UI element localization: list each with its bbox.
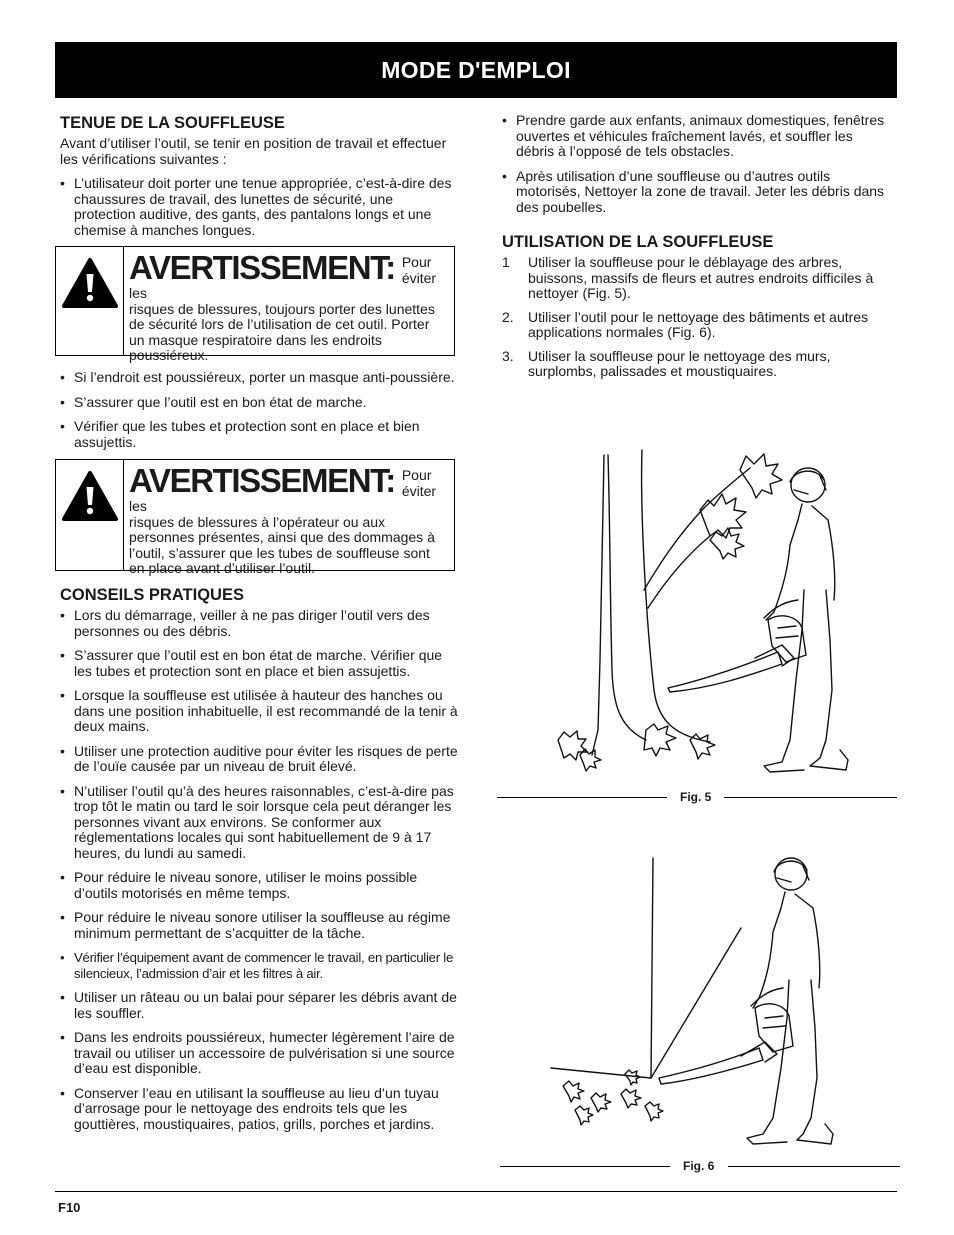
list-item: • Dans les endroits poussiéreux, humecter légèrement l’aire de travail ou utiliser un accessoire de pulvérisation si une source d’eau est disponible. (60, 1030, 458, 1077)
section-title-tenue: TENUE DE LA SOUFFLEUSE (60, 114, 285, 132)
list-item: • Utiliser un râteau ou un balai pour séparer les débris avant de les souffler. (60, 990, 458, 1021)
list-item: • Lorsque la souffleuse est utilisée à hauteur des hanches ou dans une position inhabituelle, il est recommandé de la tenir à deux mains. (60, 688, 458, 735)
list-item: • Utiliser une protection auditive pour éviter les risques de perte de l’ouïe causée par un niveau de bruit élevé. (60, 744, 458, 775)
bullet-list-precautions (502, 113, 894, 215)
warning-heading: AVERTISSEMENT: (129, 249, 395, 286)
warning-box-2 (55, 459, 455, 576)
warning-heading: AVERTISSEMENT: (129, 462, 395, 499)
left-column (60, 113, 458, 1132)
section-intro: Avant d’utiliser l’outil, se tenir en position de travail et effectuer les vérifications suivantes : (60, 135, 447, 167)
page-header (55, 42, 897, 98)
bullet-list-checks (60, 370, 458, 450)
section-title-utilisation: UTILISATION DE LA SOUFFLEUSE (502, 233, 774, 251)
list-item: • Vérifier que les tubes et protection sont en place et bien assujettis. (60, 419, 458, 450)
warning-icon-cell (56, 247, 124, 355)
list-item: 2. Utiliser l’outil pour le nettoyage des bâtiments et autres applications normales (Fig. 6). (502, 308, 869, 340)
section-title-conseils: CONSEILS PRATIQUES (60, 586, 244, 604)
bullet-list-tenue (60, 176, 458, 238)
page-title: MODE D'EMPLOI (381, 56, 571, 83)
list-item: • Après utilisation d’une souffleuse ou d’autres outils motorisés, Nettoyer la zone de travail. Jeter les débris dans des poubelles. (502, 169, 894, 216)
fig5-rule-right (724, 797, 897, 798)
list-item: • S’assurer que l’outil est en bon état de marche. Vérifier que les tubes et protection sont en place et bien assujettis. (60, 648, 458, 679)
list-item: • Vérifier l’équipement avant de commencer le travail, en particulier le silencieux, l’admission d’air et les filtres à air. (60, 950, 458, 981)
fig6-rule-left (500, 1166, 670, 1167)
footer-divider (55, 1191, 897, 1192)
warning-lead: Pour (401, 467, 432, 483)
list-item: 3. Utiliser la souffleuse pour le nettoyage des murs, surplombs, palissades et moustiquaires. (502, 347, 831, 379)
list-item: • Pour réduire le niveau sonore utiliser la souffleuse au régime minimum permettant de s’acquitter de la tâche. (60, 910, 458, 941)
fig5-rule-left (497, 797, 667, 798)
warning-triangle-icon (61, 470, 119, 522)
warning-text-2 (124, 460, 454, 576)
list-item: 1 Utiliser la souffleuse pour le déblayage des arbres, buissons, massifs de fleurs et autres endroits difficiles à nettoyer (Fig. 5). (502, 254, 874, 301)
list-item: • Conserver l’eau en utilisant la souffleuse au lieu d’un tuyau d’arrosage pour le nettoyage des endroits tels que les gouttières, moustiquaires, patios, grills, porches et jardins. (60, 1086, 458, 1133)
list-item: • Prendre garde aux enfants, animaux domestiques, fenêtres ouvertes et véhicules fraîchement lavés, et souffler les débris à l’opposé de tels obstacles. (502, 113, 894, 160)
page-number: F10 (58, 1200, 81, 1215)
fig5-caption: Fig. 5 (680, 790, 712, 804)
numbered-list-utilisation (502, 255, 894, 380)
list-item: • L’utilisateur doit porter une tenue appropriée, c’est-à-dire des chaussures de travail, des lunettes de sécurité, une protection auditive, des gants, des pantalons longs et une chemise à manches longues. (60, 176, 458, 238)
warning-box-1 (55, 246, 455, 363)
list-item: • Lors du démarrage, veiller à ne pas diriger l’outil vers des personnes ou des débris. (60, 608, 458, 639)
list-item: • Pour réduire le niveau sonore, utiliser le moins possible d’outils motorisés en même temps. (60, 870, 458, 901)
fig6-caption: Fig. 6 (683, 1159, 715, 1173)
warning-text-1 (124, 247, 454, 363)
warning-body: risques de blessures à l’opérateur ou aux personnes présentes, ainsi que des dommages à l’outil, s’assurer que les tubes de souffleuse sont en place avant d’utiliser l’outil. (129, 513, 435, 576)
warning-lead: éviter les (129, 482, 437, 514)
right-column (502, 113, 894, 388)
list-item: • N’utiliser l’outil qu’à des heures raisonnables, c’est-à-dire pas trop tôt le matin ou tard le soir lorsque cela peut déranger les personnes vivant aux environs. Se conformer aux réglementations locales qui sont habituellement de 9 à 17 heures, du lundi au samedi. (60, 784, 458, 862)
warning-lead: Pour éviter les (129, 254, 437, 301)
list-item: • Si l’endroit est poussiéreux, porter un masque anti-poussière. (60, 370, 458, 386)
warning-icon-cell (56, 460, 124, 570)
bullet-list-conseils (60, 608, 458, 1132)
fig6-rule-right (728, 1166, 900, 1167)
warning-triangle-icon (61, 257, 119, 309)
fig6-illustration (545, 848, 845, 1158)
warning-body: risques de blessures, toujours porter des lunettes de sécurité lors de l’utilisation de cet outil. Porter un masque respiratoire dans les endroits poussiéreux. (129, 300, 435, 363)
list-item: • S’assurer que l’outil est en bon état de marche. (60, 395, 458, 411)
fig5-illustration (550, 440, 850, 780)
